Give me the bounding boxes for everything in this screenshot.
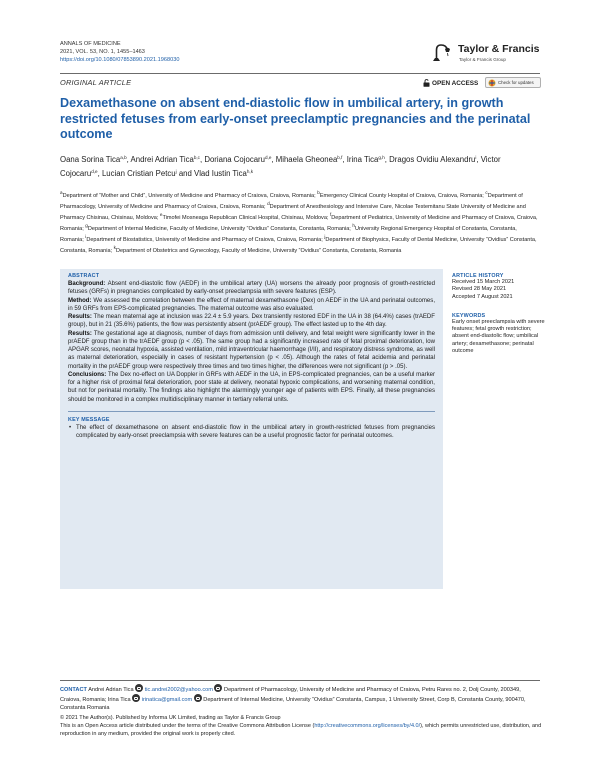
key-message-divider <box>68 411 435 412</box>
key-message-item: • The effect of dexamethasone on absent end-diastolic flow in the umbilical artery in growth-restricted fetuses from pregnancies complicated by early-onset preeclampsia with severe features can be a useful prognostic factor for perinatal outcomes. <box>68 424 435 441</box>
article-title: Dexamethasone on absent end-diastolic flow in umbilical artery, in growth restricted fetuses from early-onset preeclamptic pregnancies and the perinatal outcome <box>60 96 531 142</box>
abstract-background: Background: Absent end-diastolic flow (AEDF) in the umbilical artery (UA) worsens the already poor prognosis of growth-restricted fetuses (GRFs) in pregnancies complicated by early-onset preeclampsia with severe features (ESP). <box>68 281 435 296</box>
abstract-heading: ABSTRACT <box>68 273 100 279</box>
keywords-heading: KEYWORDS <box>452 312 486 319</box>
article-sidebar <box>452 269 547 355</box>
journal-citation: 2021, VOL. 53, NO. 1, 1455–1463 <box>60 49 145 55</box>
author: Andrei Adrian Tica$^{b,c}$ <box>130 155 200 164</box>
article-history-heading: ARTICLE HISTORY <box>452 273 504 279</box>
abstract-conclusions: Conclusions: The Dex no-effect on UA Doppler in GRFs with AEDF in the UA, in EPS-complicated pregnancies, can be a useful marker for a higher risk of proximal fetal deterioration, poor state at delivery, neonatal hypoxic complications, and worsening maternal condition, but not for perinatal mortality. The findings also highlight the alarmingly younger age of patients with EPS. Finally, all these pregnancies should be monitored in a complex multidisciplinary manner in tertiary referral units. <box>68 371 435 403</box>
contact-address-1: Department of Pharmacology, University of Medicine and Pharmacy of Craiova, Petru Rares no. 2, Dolj County, 200349, Craiova, Romania; Irina Tica <box>60 687 521 704</box>
contact-email-2[interactable]: irinatica@gmail.com <box>141 697 193 704</box>
email-icon <box>132 694 140 702</box>
keywords-list: Early onset preeclampsia with severe features; fetal growth restriction; absent end-diastolic flow; umbilical artery; dexamethasone; perinatal outcome <box>452 318 545 355</box>
check-updates-icon <box>488 79 496 87</box>
key-message-heading: KEY MESSAGE <box>68 416 110 423</box>
abstract-method: Method: We assessed the correlation between the effect of maternal dexamethasone (Dex) on AEDF in the UA and perinatal outcomes, in 59 GRFs from EPS-complicated pregnancies. The maternal outcome was also evaluated. <box>68 297 436 312</box>
abstract-results: Results: The mean maternal age at inclusion was 22.4 ± 5.9 years. Dex transiently restored EDF in the UA in 38 (64.4%) cases (trAEDF group), but in 21 (35.6%) patients, the flow was persistently absent (prAEDF group). The effect lasted up to the 4th day. <box>68 314 435 329</box>
affiliations: $^a$Department of “Mother and Child”, University of Medicine and Pharmacy of Craiova, Craiova, Romania; $^b$Emergency Clinical County Hospital of Craiova, Craiova, Romania; $^c$Department of Pharmacology, University of Medicine and Pharmacy of Craiova, Craiova, Romania; $^d$Department of Anesthesiology and Intensive Care, Nicolae Testemitanu State University of Medicine and Pharmacy Chisinau, Chisinau, Moldova; $^e$Timofei Mosneaga Republican Clinical Hospital, Chisinau, Moldova; $^f$Department of Pediatrics, University of Medicine and Pharmacy of Craiova, Craiova, Romania; $^g$Department of Internal Medicine, Faculty of Medicine, University “Ovidius” Constanta, Constanta, Romania; $^h$University Regional Emergency Hospital of Constanta, Constanta, Romania; $^i$Department of Biostatistics, University of Medicine and Pharmacy of Craiova, Craiova, Romania; $^j$Department of Biophysics, Faculty of Dental Medicine, University “Ovidius” Constanta, Constanta, Romania; $^k$Department of Obstetrics and Gynecology, Faculty of Medicine, University “Ovidius” Constanta, Constanta, Romania <box>60 190 538 254</box>
author: Lucian Cristian Petcu$^j$ <box>101 168 177 178</box>
author: Dragos Ovidiu Alexandru$^i$ <box>389 155 477 164</box>
postal-icon <box>194 694 202 702</box>
abstract-box <box>60 269 443 589</box>
open-lock-icon <box>423 79 430 87</box>
publisher-lamp-icon <box>428 40 454 66</box>
author: Vlad Iustin Tica$^{h,k}$ <box>194 168 254 178</box>
author: Irina Tica$^{g,h}$ <box>346 155 385 164</box>
check-updates-label: Check for updates <box>498 80 534 85</box>
author: Victor Cojocaru$^{d,e}$ <box>60 155 501 178</box>
license-text: This is an Open Access article distributed under the terms of the Creative Commons Attribution License (http://creativecommons.org/licenses/by/4.0/), which permits unrestricted use, distribution, and reproduction in any medium, provided the original work is properly cited. <box>60 722 542 737</box>
open-access-badge <box>423 79 478 87</box>
footer-divider <box>60 680 540 681</box>
author-list: Oana Sorina Tica$^{a,b}$, Andrei Adrian Tica$^{b,c}$, Doriana Cojocaru$^{d,e}$, Mihaela Gheonea$^{b,f}$, Irina Tica$^{g,h}$, Dragos Ovidiu Alexandru$^i$, Victor Cojocaru$^{d,e}$, Lucian Cristian Petcu$^j$ and Vlad Iustin Tica$^{h,k}$ <box>60 155 501 178</box>
copyright-line: © 2021 The Author(s). Published by Informa UK Limited, trading as Taylor & Francis Group <box>60 715 281 721</box>
abstract-results-2: Results: The gestational age at diagnosis, number of days from admission until delivery, and fetal weight were significantly lower in the prAEDF group than in the trAEDF group (p < .05). The same group had a significantly increased rate of fetal proximal deterioration, low APGAR scores, neonatal hypoxia, assisted ventilation, mild intraventricular haemorrhage (I/II), and respiratory distress syndrome, as well as maternal deterioration, especially in cases of resistant hypertension (p < .05). Although the rates of fetal acidemia and perinatal mortality in the prAEDF group were respectively three times and two times higher, the differences were not significant (p > .05). <box>68 330 435 370</box>
doi-link[interactable]: https://doi.org/10.1080/07853890.2021.1968030 <box>60 57 180 63</box>
author: Oana Sorina Tica$^{a,b}$ <box>60 155 127 164</box>
publisher-logo[interactable] <box>428 40 548 70</box>
license-info <box>60 715 543 739</box>
publisher-name: Taylor & Francis <box>458 43 540 55</box>
license-link[interactable]: http://creativecommons.org/licenses/by/4.0/ <box>314 722 421 729</box>
contact-email-1[interactable]: tic.andrei2002@yahoo.com <box>144 687 213 693</box>
header-divider <box>60 73 540 74</box>
journal-header <box>60 40 179 64</box>
received-date: Received 15 March 2021 <box>452 279 515 285</box>
email-icon <box>135 684 143 692</box>
author: Doriana Cojocaru$^{d,e}$ <box>204 155 272 164</box>
check-for-updates-button[interactable] <box>485 77 541 88</box>
contact-name: Andrei Adrian Tica <box>88 687 134 693</box>
open-access-label: OPEN ACCESS <box>432 79 479 87</box>
accepted-date: Accepted 7 August 2021 <box>452 293 513 300</box>
author: Mihaela Gheonea$^{b,f}$ <box>275 155 343 164</box>
journal-name: ANNALS OF MEDICINE <box>60 41 121 47</box>
article-type: ORIGINAL ARTICLE <box>60 78 132 87</box>
contact-label: CONTACT <box>60 687 87 693</box>
contact-address-2: Department of Internal Medicine, University “Ovidius” Constanta, Campus, 1 University Street, Corp B, Constanta County, 900470, Constanta Romania <box>60 697 526 712</box>
postal-icon <box>214 684 222 692</box>
revised-date: Revised 28 May 2021 <box>452 286 507 293</box>
contact-info <box>60 684 543 712</box>
publisher-group: Taylor & Francis Group <box>459 57 506 62</box>
